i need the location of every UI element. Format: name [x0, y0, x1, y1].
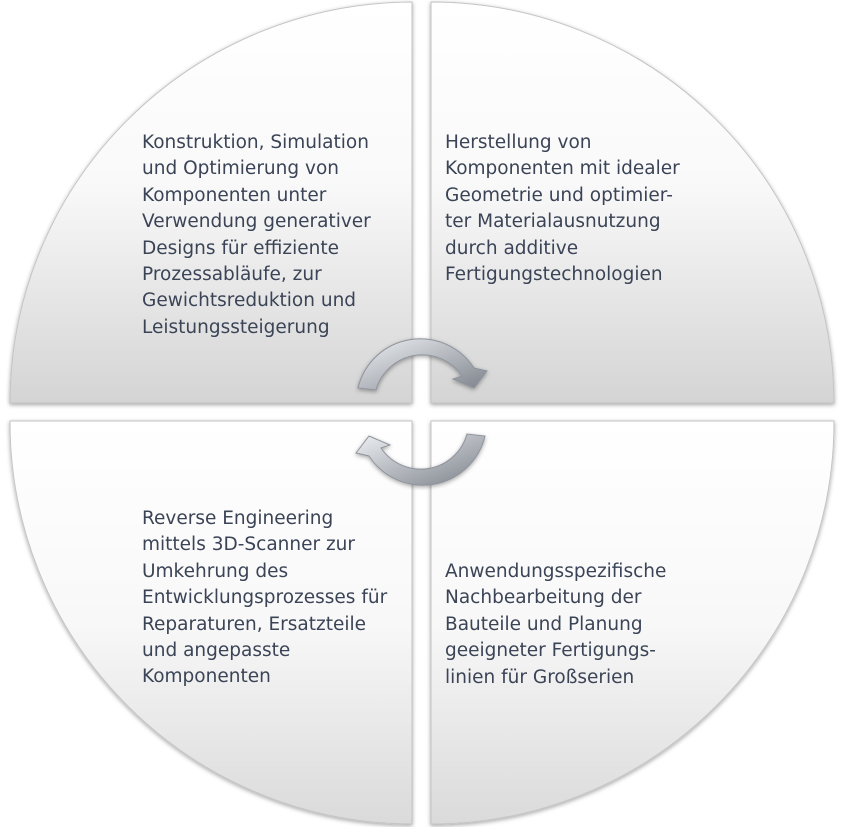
quadrant-top-right-text: Herstellung von Komponenten mit idealer Geometrie und optimier- ter Materialausnutzung durch additive Fertigungstechnologien [445, 132, 680, 286]
quadrant-bottom-right-text: Anwendungsspezifische Nachbearbeitung der Bauteile und Planung geeigneter Fertigungs- linien für Großserien [445, 561, 667, 688]
quadrant-bottom-left-text: Reverse Engineering mittels 3D-Scanner zur Umkehrung des Entwicklungsprozesses für Reparaturen, Ersatzteile und angepasste Komponenten [142, 508, 388, 688]
quadrant-top-left-text: Konstruktion, Simulation und Optimierung von Komponenten unter Verwendung generativer Designs für effiziente Prozessabläufe, zur Gewichtsreduktion und Leistungssteigerung [142, 132, 371, 338]
